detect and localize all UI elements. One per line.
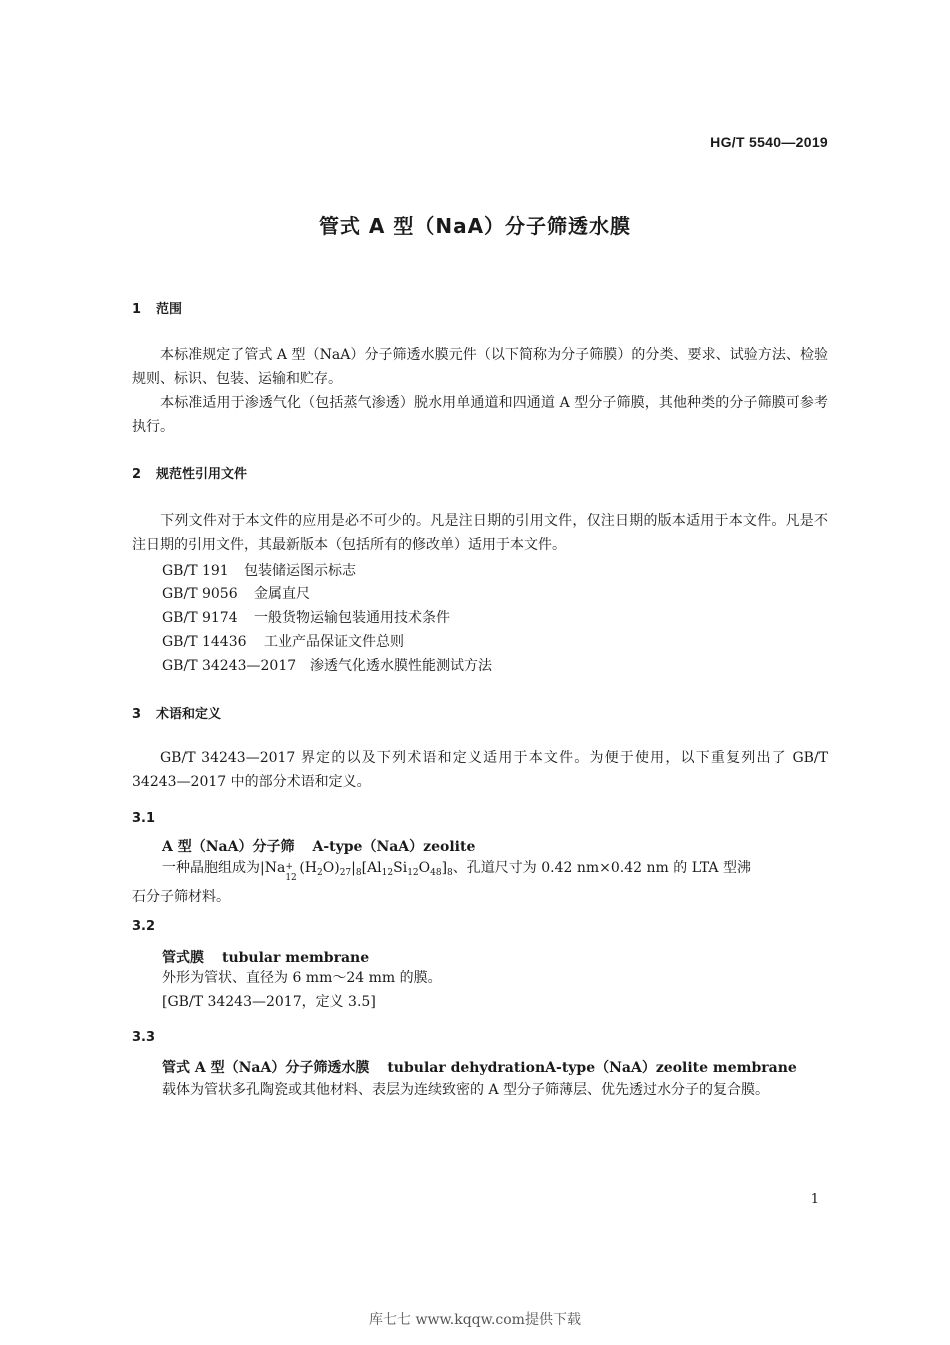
- si-count: 12: [407, 868, 419, 878]
- paragraph-text: 下列文件对于本文件的应用是必不可少的。凡是注日期的引用文件，仅注日期的版本适用于本文件。凡是不注日期的引用文件，其最新版本（包括所有的修改单）适用于本文件。: [132, 513, 828, 553]
- def-text: (H: [299, 860, 317, 876]
- subscript: 8: [447, 868, 453, 878]
- na-charge: +: [285, 862, 293, 872]
- def-text: Si: [393, 860, 408, 876]
- section-2-intro: [132, 509, 828, 557]
- section-title: 规范性引用文件: [156, 467, 248, 482]
- section-1-paragraph-1: [132, 343, 828, 391]
- def-text: 一种晶胞组成为|Na: [162, 860, 286, 876]
- term-en: tubular dehydrationA-type（NaA）zeolite membrane: [387, 1060, 797, 1076]
- section-title: 范围: [156, 302, 183, 317]
- reference-item: [162, 560, 356, 580]
- section-number: 3: [132, 707, 142, 722]
- clause-3-2-number: 3.2: [132, 919, 156, 934]
- section-number: 1: [132, 302, 142, 317]
- term-3-2: [162, 947, 369, 967]
- al-count: 12: [381, 868, 394, 878]
- paragraph-text: 本标准适用于渗透气化（包括蒸气渗透）脱水用单通道和四通道 A 型分子筛膜，其他种类的分子筛膜可参考执行。: [132, 395, 828, 435]
- section-title: 术语和定义: [156, 707, 222, 722]
- reference-title: 包装储运图示标志: [244, 563, 356, 579]
- reference-code: GB/T 14436: [162, 634, 247, 650]
- reference-code: GB/T 9174: [162, 610, 238, 626]
- page-number: 1: [810, 1192, 819, 1207]
- reference-item: [162, 655, 492, 675]
- section-1-paragraph-2: [132, 391, 828, 439]
- def-text: O: [418, 860, 431, 876]
- reference-item: [162, 631, 404, 651]
- paragraph-text: GB/T 34243—2017 界定的以及下列术语和定义适用于本文件。为便于使用，以下重复列出了 GB/T 34243—2017 中的部分术语和定义。: [132, 750, 828, 790]
- clause-3-1-number: 3.1: [132, 811, 156, 826]
- na-count: 12: [285, 873, 297, 883]
- section-number: 2: [132, 467, 142, 482]
- standard-code: HG/T 5540—2019: [710, 134, 828, 150]
- term-en: A-type（NaA）zeolite: [312, 839, 476, 855]
- def-text: [Al: [361, 860, 382, 876]
- paragraph-text: 本标准规定了管式 A 型（NaA）分子筛透水膜元件（以下简称为分子筛膜）的分类、要求、试验方法、检验规则、标识、包装、运输和贮存。: [132, 347, 828, 387]
- reference-code: GB/T 34243—2017: [162, 658, 297, 674]
- o-count: 48: [430, 868, 442, 878]
- def-text: O): [322, 860, 340, 876]
- def-text: 石分子筛材料。: [132, 889, 230, 905]
- term-en: tubular membrane: [222, 950, 370, 966]
- section-2-heading: [132, 463, 247, 482]
- reference-item: [162, 607, 450, 627]
- term-zh: 管式 A 型（NaA）分子筛透水膜: [162, 1060, 370, 1076]
- def-text: 、孔道尺寸为 0.42 nm×0.42 nm 的 LTA 型沸: [452, 860, 751, 876]
- term-3-2-definition: [132, 966, 828, 990]
- reference-code: GB/T 191: [162, 563, 229, 579]
- document-title: 管式 A 型（NaA）分子筛透水膜: [318, 214, 632, 238]
- paragraph-text: 外形为管状、直径为 6 mm～24 mm 的膜。: [162, 970, 442, 986]
- reference-title: 一般货物运输包装通用技术条件: [254, 610, 450, 626]
- na-indices: [285, 861, 299, 883]
- section-1-heading: [132, 298, 182, 317]
- reference-item: [162, 583, 310, 603]
- clause-3-3-number: 3.3: [132, 1030, 156, 1045]
- paragraph-text: 载体为管状多孔陶瓷或其他材料、表层为连续致密的 A 型分子筛薄层、优先透过水分子的复合膜。: [162, 1082, 770, 1098]
- h-count: 2: [317, 868, 323, 878]
- term-zh: 管式膜: [162, 950, 204, 966]
- reference-title: 工业产品保证文件总则: [264, 634, 404, 650]
- term-3-3: [162, 1057, 797, 1077]
- term-3-2-source: [132, 990, 828, 1014]
- reference-title: 金属直尺: [254, 586, 310, 602]
- subscript: 8: [355, 868, 362, 878]
- section-3-heading: [132, 703, 221, 722]
- reference-code: GB/T 9056: [162, 586, 238, 602]
- term-3-1-definition: [132, 856, 828, 909]
- section-3-intro: [132, 746, 828, 794]
- term-3-3-definition: [132, 1078, 828, 1102]
- water-count: 27: [339, 868, 352, 878]
- reference-title: 渗透气化透水膜性能测试方法: [310, 658, 492, 674]
- term-3-1: [162, 836, 475, 856]
- def-text: ]: [441, 860, 448, 876]
- paragraph-text: [GB/T 34243—2017，定义 3.5]: [162, 994, 376, 1010]
- def-text: |: [351, 860, 356, 876]
- download-footer: 库七七 www.kqqw.com提供下载: [369, 1312, 581, 1328]
- term-zh: A 型（NaA）分子筛: [162, 839, 295, 855]
